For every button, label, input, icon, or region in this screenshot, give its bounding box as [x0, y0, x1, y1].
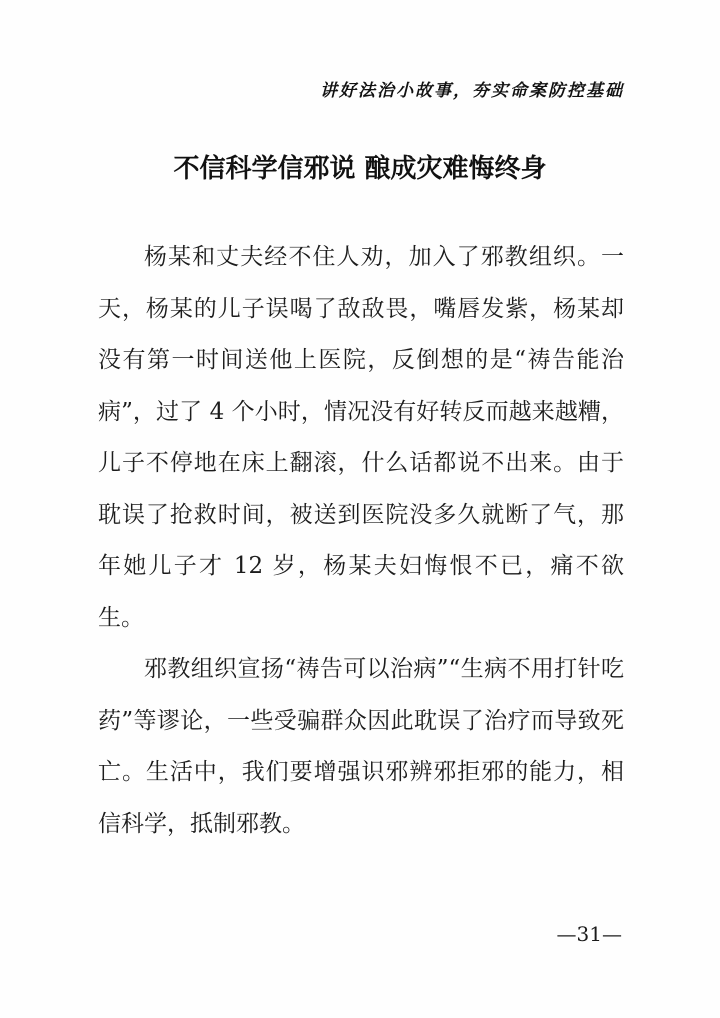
paragraph: 杨某和丈夫经不住人劝，加入了邪教组织。一天，杨某的儿子误喝了敌敌畏，嘴唇发紫，杨某却没有第一时间送他上医院，反倒想的是“祷告能治病”，过了 4 个小时，情况没有好转反而越来越糟，儿子不停地在床上翻滚，什么话都说不出来。由于耽误了抢救时间，被送到医院没多久就断了气，那年她儿子才 12 岁，杨某夫妇悔恨不已，痛不欲生。: [98, 244, 624, 631]
article-title: 不信科学信邪说 酿成灾难悔终身: [173, 154, 547, 184]
article-body: [98, 232, 624, 850]
paragraph: 邪教组织宣扬“祷告可以治病”“生病不用打针吃药”等谬论，一些受骗群众因此耽误了治疗而导致死亡。生活中，我们要增强识邪辨邪拒邪的能力，相信科学，抵制邪教。: [98, 656, 624, 837]
running-header: 讲好法治小故事，夯实命案防控基础: [320, 81, 624, 101]
page-number: —31—: [556, 922, 622, 946]
